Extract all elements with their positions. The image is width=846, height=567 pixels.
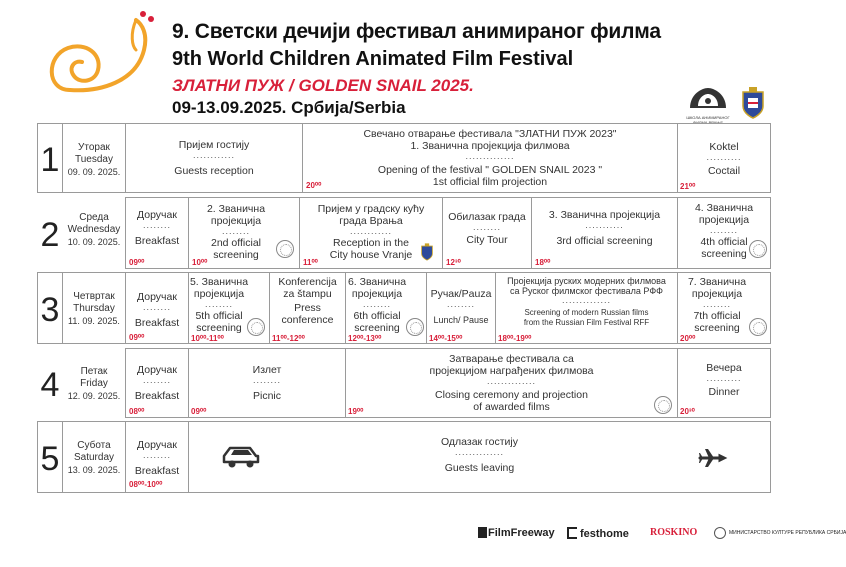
- day-date: 11. 09. 2025.: [68, 316, 120, 326]
- event-title-sr: Доручак: [137, 291, 177, 303]
- event-title-en: Breakfast: [134, 317, 180, 329]
- event-time: 20⁰⁰: [680, 334, 696, 343]
- school-seal-icon: [749, 318, 767, 336]
- event-title-en-2: screening: [694, 322, 740, 334]
- event-title-en: 3rd official screening: [556, 235, 653, 247]
- event-title-en-2: screening: [354, 322, 400, 334]
- event-title-en-2: 1st official film projection: [432, 176, 548, 188]
- event-title-sr: 7. Званична: [687, 276, 747, 288]
- row-2-number: 2: [40, 216, 60, 254]
- event-title-sr: Пројекција руских модерних филмова: [507, 276, 666, 286]
- festival-title-serbian: 9. Светски дечији фестивал анимираног филма: [172, 20, 661, 43]
- filmfreeway-logo: [478, 527, 555, 539]
- event-title-en-2: screening: [701, 248, 747, 260]
- event-title-en-2: from the Russian Film Festival RFF: [523, 318, 650, 327]
- event-breakfast-text: [125, 364, 189, 402]
- event-russian-films-text: [495, 276, 678, 328]
- event-lunch-text: [426, 288, 496, 326]
- day-name-english: Friday: [80, 378, 108, 389]
- day-name-serbian: Среда: [79, 212, 109, 223]
- event-title-en: Guests reception: [174, 165, 254, 177]
- event-title-sr-2: пројекција: [210, 215, 262, 227]
- day-name-english: Saturday: [73, 452, 115, 463]
- event-title-en: Dinner: [708, 386, 740, 398]
- event-time: 12⁰⁰-13⁰⁰: [348, 334, 382, 343]
- event-screening-6-text: [345, 276, 409, 334]
- event-title-sr: Пријем гостију: [178, 139, 250, 151]
- event-screening-5-text: [188, 276, 250, 334]
- city-crest-icon: [740, 86, 766, 120]
- event-dots: ........: [142, 450, 171, 460]
- school-logo: [686, 86, 730, 120]
- event-title-sr: 6. Званична: [347, 276, 407, 288]
- event-dots: ............: [349, 226, 392, 236]
- event-title-sr: Пријем у градску кућу: [317, 203, 425, 215]
- event-title-sr-2: са Руског филмског фестивала РФФ: [509, 286, 664, 296]
- event-title-sr-2: пројекција: [351, 288, 403, 300]
- event-title-sr: Свечано отварање фестивала "ЗЛАТНИ ПУЖ 2023": [363, 128, 617, 140]
- event-time: 11⁰⁰-12⁰⁰: [272, 334, 305, 343]
- school-seal-icon: [654, 396, 672, 414]
- ministry-text: МИНИСТАРСТВО КУЛТУРЕ РЕПУБЛИКА СРБИЈА: [729, 530, 846, 536]
- day-name-english: Thursday: [73, 303, 115, 314]
- event-dots: ..........: [706, 373, 742, 383]
- event-dots: ...........: [585, 220, 624, 230]
- event-title-sr-2: пројекција: [698, 214, 750, 226]
- event-dots: ........: [252, 375, 281, 385]
- ministry-emblem-icon: [714, 527, 726, 539]
- event-title-sr: Ручак/Pauza: [430, 288, 492, 300]
- event-title-sr-2: 1. Званична пројекција филмова: [410, 140, 570, 152]
- event-breakfast-text: [125, 291, 189, 329]
- event-title-sr: 2. Званична: [206, 203, 266, 215]
- day-date: 10. 09. 2025.: [67, 237, 121, 247]
- row-4-number: 4: [40, 366, 60, 404]
- event-title-sr-2: пројекција: [193, 288, 245, 300]
- event-time: 08⁰⁰-10⁰⁰: [129, 480, 163, 489]
- event-time: 10⁰⁰: [192, 258, 208, 267]
- event-time: 09⁰⁰: [191, 407, 207, 416]
- event-time: 18⁰⁰-19⁰⁰: [498, 334, 532, 343]
- school-caption: ШКОЛА АНИМИРАНОГ: [686, 115, 730, 120]
- event-title-en: 4th official: [700, 236, 748, 248]
- event-title-en: 5th official: [195, 310, 243, 322]
- festival-title-english: 9th World Children Animated Film Festival: [172, 48, 574, 70]
- event-title-sr: Доручак: [137, 439, 177, 451]
- event-dots: ..............: [486, 376, 536, 386]
- day-name-serbian: Петак: [80, 366, 108, 377]
- event-title-sr-2: пројекција: [691, 288, 743, 300]
- row-5-number: 5: [40, 440, 60, 478]
- event-title-sr: 5. Званична: [189, 276, 249, 288]
- event-title-en-2: of awarded films: [473, 401, 550, 413]
- event-title-en: City Tour: [466, 234, 508, 246]
- school-seal-icon: [276, 240, 294, 258]
- event-dots: ............: [192, 150, 235, 160]
- festhome-text: festhome: [580, 528, 629, 540]
- event-dinner-text: [677, 362, 771, 398]
- event-dots: ........: [709, 225, 738, 235]
- event-title-en: Lunch/ Pause: [433, 315, 489, 325]
- row-3-number: 3: [40, 291, 60, 329]
- event-time: 20⁰⁰: [306, 181, 322, 190]
- plane-icon: [698, 447, 726, 469]
- event-breakfast-text: [125, 209, 189, 247]
- school-seal-icon: [749, 240, 767, 258]
- event-dots: ........: [204, 299, 233, 309]
- golden-snail-logo: [40, 8, 160, 98]
- festival-subtitle: ЗЛАТНИ ПУЖ / GOLDEN SNAIL 2025.: [172, 76, 474, 95]
- row-1-number: 1: [40, 141, 60, 179]
- day-date: 12. 09. 2025.: [67, 391, 121, 401]
- car-icon: [220, 444, 262, 470]
- day-name-serbian: Субота: [77, 440, 111, 451]
- event-title-en: Opening of the festival " GOLDEN SNAIL 2023 ": [377, 164, 603, 176]
- day-name-serbian: Уторак: [78, 142, 110, 153]
- day-name-english: Tuesday: [75, 154, 113, 165]
- day-date: 13. 09. 2025.: [67, 465, 121, 475]
- row-3-day: [62, 291, 126, 327]
- event-breakfast-text: [125, 439, 189, 477]
- event-time: 20³⁰: [680, 407, 695, 416]
- event-title-en-2: City house Vranje: [329, 249, 413, 261]
- event-title-sr: Излет: [252, 364, 282, 376]
- festival-dates: 09-13.09.2025. Србија/Serbia: [172, 98, 406, 117]
- filmfreeway-icon: [478, 527, 487, 538]
- school-logo-icon: [686, 86, 730, 110]
- event-dots: ..............: [454, 447, 504, 457]
- event-dots: ..............: [561, 295, 611, 305]
- event-time: 09⁰⁰: [129, 258, 145, 267]
- event-title-en: Breakfast: [134, 465, 180, 477]
- event-dots: ..........: [706, 152, 742, 162]
- event-title-sr: Konferencija: [278, 276, 337, 288]
- event-title-en: Breakfast: [134, 235, 180, 247]
- event-guests-leaving-text: [188, 436, 771, 474]
- day-name-english: Wednesday: [67, 224, 121, 235]
- event-title-sr: Одлазак гостију: [440, 436, 519, 448]
- festhome-logo: [567, 527, 629, 540]
- event-title-sr-2: пројекцијом награђених филмова: [429, 365, 594, 377]
- row-5-day: [62, 440, 126, 476]
- event-dots: ........: [472, 222, 501, 232]
- event-screening-7-text: [677, 276, 757, 334]
- row-2-day: [62, 212, 126, 248]
- city-crest-icon: [420, 242, 434, 262]
- event-title-en-2: screening: [196, 322, 242, 334]
- event-city-tour-text: [442, 211, 532, 246]
- event-title-en-2: screening: [213, 249, 259, 261]
- event-title-sr: Доручак: [137, 209, 177, 221]
- filmfreeway-text: FilmFreeway: [488, 527, 555, 539]
- ministry-logo: [714, 527, 846, 539]
- school-seal-icon: [406, 318, 424, 336]
- event-title-en: Picnic: [252, 390, 281, 402]
- event-time: 19⁰⁰: [348, 407, 364, 416]
- event-guests-reception-text: [125, 139, 303, 177]
- day-name-serbian: Четвртак: [73, 291, 115, 302]
- roskino-logo: ROSKINO: [650, 527, 698, 538]
- event-title-sr-2: града Врања: [339, 215, 403, 227]
- event-dots: ..............: [465, 151, 515, 161]
- event-title-sr-2: za štampu: [283, 288, 332, 300]
- event-title-en: Screening of modern Russian films: [524, 308, 649, 317]
- event-title-en: Reception in the: [333, 237, 409, 249]
- event-dots: ........: [221, 226, 250, 236]
- event-title-sr: 4. Званична: [694, 202, 754, 214]
- event-dots: ........: [446, 299, 475, 309]
- event-screening-2-text: [188, 203, 284, 261]
- event-opening-text: [302, 128, 678, 188]
- event-picnic-text: [188, 364, 346, 402]
- row-4-day: [62, 366, 126, 402]
- event-time: 08⁰⁰: [129, 407, 145, 416]
- event-time: 09⁰⁰: [129, 333, 145, 342]
- event-cocktail-text: [677, 141, 771, 177]
- day-date: 09. 09. 2025.: [67, 167, 121, 177]
- festhome-icon: [567, 527, 577, 539]
- event-title-sr: Затварање фестивала са: [449, 353, 574, 365]
- event-title-en: Breakfast: [134, 390, 180, 402]
- event-title-en: Closing ceremony and projection: [435, 389, 588, 401]
- event-time: 11⁰⁰: [303, 258, 318, 267]
- event-time: 14⁰⁰-15⁰⁰: [429, 334, 463, 343]
- event-dots: ........: [142, 375, 171, 385]
- event-dots: ........: [362, 299, 391, 309]
- row-1-day: [62, 142, 126, 178]
- event-time: 12³⁰: [446, 258, 461, 267]
- event-title-sr: Доручак: [137, 364, 177, 376]
- event-time: 10⁰⁰-11⁰⁰: [191, 334, 224, 343]
- event-title-sr: Koktel: [709, 141, 739, 153]
- event-title-en: 7th official: [693, 310, 741, 322]
- event-dots: ........: [142, 302, 171, 312]
- event-title-en: 2nd official: [210, 237, 261, 249]
- event-dots: ........: [702, 299, 731, 309]
- school-seal-icon: [247, 318, 265, 336]
- event-time: 18⁰⁰: [535, 258, 551, 267]
- event-time: 21⁰⁰: [680, 182, 696, 191]
- event-dots: ........: [142, 220, 171, 230]
- event-title-en: Coctail: [707, 165, 741, 177]
- event-title-en-2: conference: [281, 314, 334, 326]
- event-title-sr: 3. Званична пројекција: [548, 209, 661, 221]
- event-title-sr: Вечера: [706, 362, 742, 374]
- event-closing-text: [345, 353, 678, 413]
- event-title-sr: Обилазак града: [448, 211, 526, 223]
- event-press-conference-text: [269, 276, 346, 326]
- event-title-en: Guests leaving: [444, 462, 515, 474]
- event-screening-3-text: [531, 209, 678, 247]
- event-title-en: Press: [294, 302, 321, 314]
- event-title-en: 6th official: [353, 310, 401, 322]
